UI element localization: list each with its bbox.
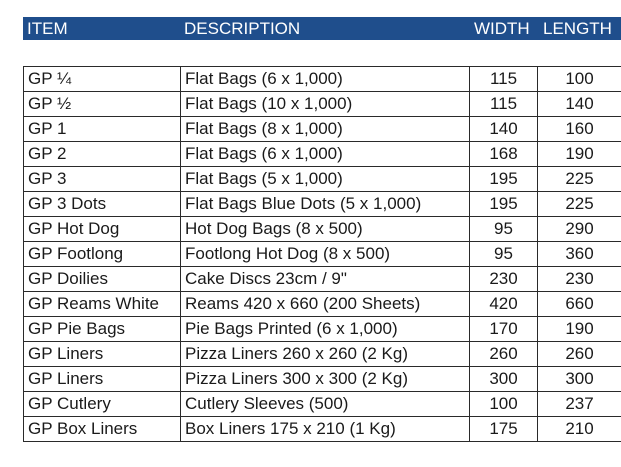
width-cell: 95 <box>470 242 538 267</box>
item-cell: GP Box Liners <box>24 417 181 442</box>
item-cell: GP Liners <box>24 342 181 367</box>
width-cell: 420 <box>470 292 538 317</box>
width-cell: 195 <box>470 167 538 192</box>
table-row <box>24 317 621 342</box>
item-cell: GP Doilies <box>24 267 181 292</box>
table-row <box>24 217 621 242</box>
item-cell: GP Footlong <box>24 242 181 267</box>
description-cell: Box Liners 175 x 210 (1 Kg) <box>181 417 470 442</box>
width-cell: 100 <box>470 392 538 417</box>
length-cell: 100 <box>538 67 621 92</box>
table-row <box>24 267 621 292</box>
description-cell: Footlong Hot Dog (8 x 500) <box>181 242 470 267</box>
item-cell: GP Reams White <box>24 292 181 317</box>
table-row <box>24 242 621 267</box>
description-cell: Hot Dog Bags (8 x 500) <box>181 217 470 242</box>
table-row <box>24 392 621 417</box>
header-width: WIDTH <box>474 19 530 38</box>
length-cell: 225 <box>538 167 621 192</box>
description-cell: Cake Discs 23cm / 9" <box>181 267 470 292</box>
length-cell: 140 <box>538 92 621 117</box>
description-cell: Flat Bags Blue Dots (5 x 1,000) <box>181 192 470 217</box>
table-row <box>24 117 621 142</box>
length-cell: 160 <box>538 117 621 142</box>
description-cell: Flat Bags (5 x 1,000) <box>181 167 470 192</box>
width-cell: 300 <box>470 367 538 392</box>
header-length: LENGTH <box>543 19 612 38</box>
length-cell: 210 <box>538 417 621 442</box>
table-row <box>24 292 621 317</box>
description-cell: Pizza Liners 260 x 260 (2 Kg) <box>181 342 470 367</box>
description-cell: Flat Bags (6 x 1,000) <box>181 142 470 167</box>
item-cell: GP 2 <box>24 142 181 167</box>
length-cell: 290 <box>538 217 621 242</box>
width-cell: 115 <box>470 92 538 117</box>
table-row <box>24 92 621 117</box>
length-cell: 190 <box>538 317 621 342</box>
item-cell: GP Pie Bags <box>24 317 181 342</box>
width-cell: 170 <box>470 317 538 342</box>
table-row <box>24 417 621 442</box>
description-cell: Flat Bags (10 x 1,000) <box>181 92 470 117</box>
width-cell: 140 <box>470 117 538 142</box>
length-cell: 300 <box>538 367 621 392</box>
description-cell: Flat Bags (6 x 1,000) <box>181 67 470 92</box>
width-cell: 168 <box>470 142 538 167</box>
description-cell: Cutlery Sleeves (500) <box>181 392 470 417</box>
table-row <box>24 192 621 217</box>
item-cell: GP Liners <box>24 367 181 392</box>
length-cell: 190 <box>538 142 621 167</box>
description-cell: Flat Bags (8 x 1,000) <box>181 117 470 142</box>
description-cell: Reams 420 x 660 (200 Sheets) <box>181 292 470 317</box>
width-cell: 115 <box>470 67 538 92</box>
table-row <box>24 142 621 167</box>
description-cell: Pizza Liners 300 x 300 (2 Kg) <box>181 367 470 392</box>
table-row <box>24 67 621 92</box>
length-cell: 360 <box>538 242 621 267</box>
table-row <box>24 167 621 192</box>
item-cell: GP Cutlery <box>24 392 181 417</box>
width-cell: 95 <box>470 217 538 242</box>
description-cell: Pie Bags Printed (6 x 1,000) <box>181 317 470 342</box>
width-cell: 230 <box>470 267 538 292</box>
width-cell: 175 <box>470 417 538 442</box>
item-cell: GP ¼ <box>24 67 181 92</box>
length-cell: 260 <box>538 342 621 367</box>
table-row <box>24 367 621 392</box>
length-cell: 225 <box>538 192 621 217</box>
product-table <box>23 66 621 442</box>
length-cell: 230 <box>538 267 621 292</box>
table-header <box>23 17 621 40</box>
width-cell: 195 <box>470 192 538 217</box>
length-cell: 237 <box>538 392 621 417</box>
header-item: ITEM <box>27 19 68 38</box>
item-cell: GP 1 <box>24 117 181 142</box>
item-cell: GP Hot Dog <box>24 217 181 242</box>
item-cell: GP 3 <box>24 167 181 192</box>
length-cell: 660 <box>538 292 621 317</box>
header-description: DESCRIPTION <box>184 19 301 38</box>
item-cell: GP 3 Dots <box>24 192 181 217</box>
width-cell: 260 <box>470 342 538 367</box>
table-row <box>24 342 621 367</box>
item-cell: GP ½ <box>24 92 181 117</box>
